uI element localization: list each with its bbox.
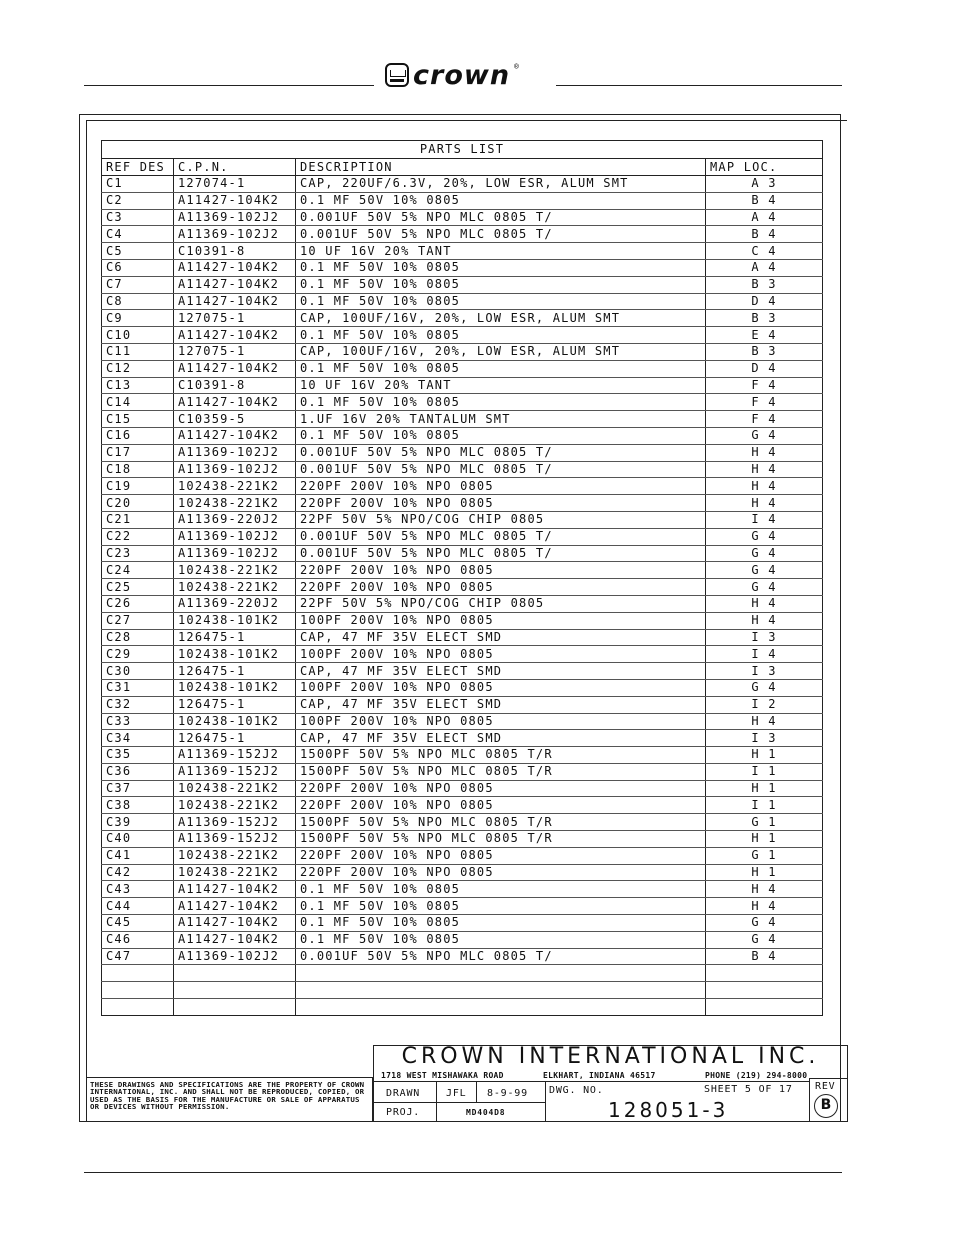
table-row <box>102 495 823 512</box>
header-cpn: C.P.N. <box>174 159 296 176</box>
map-loc-cell: G 4 <box>706 579 823 596</box>
cpn-cell: A11369-102J2 <box>174 444 296 461</box>
table-row <box>102 259 823 276</box>
map-loc-cell: H 1 <box>706 864 823 881</box>
ref-des-cell: C31 <box>102 679 174 696</box>
ref-des-cell: C36 <box>102 763 174 780</box>
drawing-number: 128051-3 <box>608 1098 729 1122</box>
cpn-cell: 127075-1 <box>174 310 296 327</box>
drawn-label: DRAWN <box>386 1088 421 1099</box>
ref-des-cell: C24 <box>102 562 174 579</box>
ref-des-cell: C18 <box>102 461 174 478</box>
map-loc-cell: I 4 <box>706 511 823 528</box>
description-cell: 100PF 200V 10% NPO 0805 <box>296 612 706 629</box>
cpn-cell: A11427-104K2 <box>174 881 296 898</box>
ref-des-cell: C40 <box>102 831 174 848</box>
ref-des-cell: C37 <box>102 780 174 797</box>
header-map-loc: MAP LOC. <box>706 159 823 176</box>
ref-des-cell: C38 <box>102 797 174 814</box>
description-cell: 0.1 MF 50V 10% 0805 <box>296 427 706 444</box>
description-cell: 220PF 200V 10% NPO 0805 <box>296 780 706 797</box>
blank-cell <box>174 965 296 982</box>
ref-des-cell: C12 <box>102 360 174 377</box>
blank-cell <box>706 982 823 999</box>
table-row <box>102 579 823 596</box>
ref-des-cell: C20 <box>102 495 174 512</box>
ref-des-cell: C34 <box>102 730 174 747</box>
ref-des-cell: C17 <box>102 444 174 461</box>
drawn-date: 8-9-99 <box>487 1088 528 1099</box>
ref-des-cell: C15 <box>102 411 174 428</box>
header-description: DESCRIPTION <box>296 159 706 176</box>
map-loc-cell: E 4 <box>706 327 823 344</box>
ref-des-cell: C26 <box>102 595 174 612</box>
map-loc-cell: A 4 <box>706 259 823 276</box>
header-rule-left <box>84 85 374 86</box>
ref-des-cell: C29 <box>102 646 174 663</box>
description-cell: 220PF 200V 10% NPO 0805 <box>296 495 706 512</box>
cpn-cell: A11427-104K2 <box>174 360 296 377</box>
blank-row <box>102 982 823 999</box>
description-cell: CAP, 100UF/16V, 20%, LOW ESR, ALUM SMT <box>296 343 706 360</box>
description-cell: 0.001UF 50V 5% NPO MLC 0805 T/ <box>296 444 706 461</box>
map-loc-cell: B 4 <box>706 192 823 209</box>
cpn-cell: C10359-5 <box>174 411 296 428</box>
table-row <box>102 595 823 612</box>
ref-des-cell: C28 <box>102 629 174 646</box>
company-phone: PHONE (219) 294-8000 <box>705 1071 808 1080</box>
table-row <box>102 243 823 260</box>
description-cell: 1500PF 50V 5% NPO MLC 0805 T/R <box>296 763 706 780</box>
map-loc-cell: G 4 <box>706 915 823 932</box>
cpn-cell: A11369-102J2 <box>174 209 296 226</box>
cpn-cell: A11427-104K2 <box>174 915 296 932</box>
table-row <box>102 528 823 545</box>
footer-rule <box>84 1172 842 1173</box>
map-loc-cell: I 3 <box>706 663 823 680</box>
ref-des-cell: C47 <box>102 948 174 965</box>
ref-des-cell: C10 <box>102 327 174 344</box>
cpn-cell: A11427-104K2 <box>174 276 296 293</box>
description-cell: 0.1 MF 50V 10% 0805 <box>296 915 706 932</box>
description-cell: CAP, 47 MF 35V ELECT SMD <box>296 730 706 747</box>
ref-des-cell: C45 <box>102 915 174 932</box>
table-row <box>102 377 823 394</box>
description-cell: 0.1 MF 50V 10% 0805 <box>296 360 706 377</box>
map-loc-cell: H 4 <box>706 461 823 478</box>
ref-des-cell: C14 <box>102 394 174 411</box>
cpn-cell: A11369-102J2 <box>174 948 296 965</box>
table-row <box>102 511 823 528</box>
table-row <box>102 915 823 932</box>
map-loc-cell: H 4 <box>706 881 823 898</box>
cpn-cell: 102438-221K2 <box>174 495 296 512</box>
ref-des-cell: C2 <box>102 192 174 209</box>
map-loc-cell: H 1 <box>706 780 823 797</box>
description-cell: 22PF 50V 5% NPO/COG CHIP 0805 <box>296 595 706 612</box>
description-cell: CAP, 100UF/16V, 20%, LOW ESR, ALUM SMT <box>296 310 706 327</box>
map-loc-cell: H 1 <box>706 831 823 848</box>
ref-des-cell: C7 <box>102 276 174 293</box>
description-cell: 1.UF 16V 20% TANTALUM SMT <box>296 411 706 428</box>
ref-des-cell: C35 <box>102 747 174 764</box>
map-loc-cell: A 3 <box>706 176 823 193</box>
map-loc-cell: H 4 <box>706 713 823 730</box>
description-cell: 0.1 MF 50V 10% 0805 <box>296 881 706 898</box>
cpn-cell: A11427-104K2 <box>174 394 296 411</box>
table-row <box>102 310 823 327</box>
blank-cell <box>174 982 296 999</box>
table-row <box>102 763 823 780</box>
cpn-cell: 102438-221K2 <box>174 847 296 864</box>
registered-mark: ® <box>514 61 519 71</box>
table-row <box>102 881 823 898</box>
blank-cell <box>296 999 706 1016</box>
ref-des-cell: C4 <box>102 226 174 243</box>
ref-des-cell: C32 <box>102 696 174 713</box>
blank-cell <box>706 965 823 982</box>
map-loc-cell: G 4 <box>706 545 823 562</box>
cpn-cell: A11369-152J2 <box>174 814 296 831</box>
cpn-cell: 102438-221K2 <box>174 562 296 579</box>
table-row <box>102 696 823 713</box>
table-row <box>102 646 823 663</box>
table-row <box>102 360 823 377</box>
cpn-cell: 126475-1 <box>174 730 296 747</box>
title-block-rule-3 <box>809 1078 848 1079</box>
table-row <box>102 276 823 293</box>
crown-logo <box>385 61 519 89</box>
cpn-cell: 102438-221K2 <box>174 797 296 814</box>
table-row <box>102 864 823 881</box>
rev-label: REV <box>815 1081 836 1092</box>
ref-des-cell: C9 <box>102 310 174 327</box>
cpn-cell: A11369-220J2 <box>174 511 296 528</box>
blank-cell <box>706 999 823 1016</box>
description-cell: 22PF 50V 5% NPO/COG CHIP 0805 <box>296 511 706 528</box>
description-cell: 1500PF 50V 5% NPO MLC 0805 T/R <box>296 747 706 764</box>
map-loc-cell: I 2 <box>706 696 823 713</box>
table-row <box>102 293 823 310</box>
description-cell: 1500PF 50V 5% NPO MLC 0805 T/R <box>296 831 706 848</box>
cpn-cell: 126475-1 <box>174 629 296 646</box>
map-loc-cell: B 4 <box>706 226 823 243</box>
parts-list-title-row <box>102 141 823 159</box>
cpn-cell: 102438-101K2 <box>174 679 296 696</box>
map-loc-cell: I 3 <box>706 730 823 747</box>
map-loc-cell: F 4 <box>706 394 823 411</box>
table-row <box>102 176 823 193</box>
table-row <box>102 192 823 209</box>
description-cell: 0.001UF 50V 5% NPO MLC 0805 T/ <box>296 209 706 226</box>
ref-des-cell: C25 <box>102 579 174 596</box>
disclaimer-text: THESE DRAWINGS AND SPECIFICATIONS ARE THE PROPERTY OF CROWN INTERNATIONAL, INC. AND SHALL NOT BE REPRODUCED, COPIED, OR USED AS THE BASIS FOR THE MANUFACTURE OR SALE OF APPARATUS OR DEVICES WITHOUT PERMISSION. <box>86 1077 373 1122</box>
cpn-cell: C10391-8 <box>174 377 296 394</box>
ref-des-cell: C21 <box>102 511 174 528</box>
cpn-cell: A11369-102J2 <box>174 461 296 478</box>
table-row <box>102 612 823 629</box>
revision-badge: B <box>814 1094 838 1118</box>
blank-cell <box>174 999 296 1016</box>
map-loc-cell: B 3 <box>706 310 823 327</box>
map-loc-cell: F 4 <box>706 377 823 394</box>
cpn-cell: 126475-1 <box>174 696 296 713</box>
description-cell: 220PF 200V 10% NPO 0805 <box>296 797 706 814</box>
table-row <box>102 562 823 579</box>
table-row <box>102 948 823 965</box>
ref-des-cell: C33 <box>102 713 174 730</box>
company-address: 1718 WEST MISHAWAKA ROAD <box>381 1071 504 1080</box>
description-cell: 0.001UF 50V 5% NPO MLC 0805 T/ <box>296 461 706 478</box>
ref-des-cell: C16 <box>102 427 174 444</box>
ref-des-cell: C43 <box>102 881 174 898</box>
table-row <box>102 831 823 848</box>
description-cell: CAP, 220UF/6.3V, 20%, LOW ESR, ALUM SMT <box>296 176 706 193</box>
parts-list-title: PARTS LIST <box>102 141 823 159</box>
map-loc-cell: G 1 <box>706 814 823 831</box>
description-cell: 0.001UF 50V 5% NPO MLC 0805 T/ <box>296 528 706 545</box>
cpn-cell: 102438-101K2 <box>174 713 296 730</box>
cpn-cell: A11427-104K2 <box>174 427 296 444</box>
ref-des-cell: C27 <box>102 612 174 629</box>
cpn-cell: A11369-102J2 <box>174 545 296 562</box>
company-name: CROWN INTERNATIONAL INC. <box>401 1044 820 1069</box>
cpn-cell: C10391-8 <box>174 243 296 260</box>
ref-des-cell: C23 <box>102 545 174 562</box>
cpn-cell: A11427-104K2 <box>174 931 296 948</box>
table-row <box>102 545 823 562</box>
ref-des-cell: C6 <box>102 259 174 276</box>
drawn-by: JFL <box>446 1088 467 1099</box>
description-cell: 220PF 200V 10% NPO 0805 <box>296 478 706 495</box>
map-loc-cell: I 3 <box>706 629 823 646</box>
cpn-cell: 102438-221K2 <box>174 478 296 495</box>
ref-des-cell: C39 <box>102 814 174 831</box>
cpn-cell: A11427-104K2 <box>174 898 296 915</box>
parts-list-header-row <box>102 159 823 176</box>
dwg-no-label: DWG. NO. <box>549 1085 604 1096</box>
map-loc-cell: H 4 <box>706 898 823 915</box>
table-row <box>102 780 823 797</box>
description-cell: 100PF 200V 10% NPO 0805 <box>296 713 706 730</box>
header-ref-des: REF DES <box>102 159 174 176</box>
ref-des-cell: C42 <box>102 864 174 881</box>
map-loc-cell: F 4 <box>706 411 823 428</box>
ref-des-cell: C30 <box>102 663 174 680</box>
description-cell: 100PF 200V 10% NPO 0805 <box>296 679 706 696</box>
table-row <box>102 898 823 915</box>
cpn-cell: A11427-104K2 <box>174 259 296 276</box>
sheet-number: SHEET 5 OF 17 <box>704 1084 793 1095</box>
map-loc-cell: H 1 <box>706 747 823 764</box>
ref-des-cell: C19 <box>102 478 174 495</box>
description-cell: CAP, 47 MF 35V ELECT SMD <box>296 663 706 680</box>
map-loc-cell: D 4 <box>706 293 823 310</box>
table-row <box>102 209 823 226</box>
description-cell: 0.1 MF 50V 10% 0805 <box>296 327 706 344</box>
map-loc-cell: H 4 <box>706 478 823 495</box>
logo-text: crown <box>413 59 511 91</box>
description-cell: 220PF 200V 10% NPO 0805 <box>296 579 706 596</box>
map-loc-cell: G 4 <box>706 528 823 545</box>
map-loc-cell: B 3 <box>706 276 823 293</box>
table-row <box>102 343 823 360</box>
description-cell: 0.1 MF 50V 10% 0805 <box>296 394 706 411</box>
table-row <box>102 411 823 428</box>
ref-des-cell: C5 <box>102 243 174 260</box>
table-row <box>102 444 823 461</box>
map-loc-cell: G 4 <box>706 427 823 444</box>
header-rule-right <box>556 85 842 86</box>
ref-des-cell: C41 <box>102 847 174 864</box>
description-cell: 0.001UF 50V 5% NPO MLC 0805 T/ <box>296 545 706 562</box>
cpn-cell: 102438-221K2 <box>174 864 296 881</box>
title-block-rule-1 <box>373 1081 809 1082</box>
title-block-divider-4 <box>809 1078 810 1122</box>
title-block-divider-2 <box>476 1081 477 1102</box>
blank-cell <box>296 982 706 999</box>
ref-des-cell: C11 <box>102 343 174 360</box>
cpn-cell: 102438-101K2 <box>174 612 296 629</box>
map-loc-cell: G 4 <box>706 679 823 696</box>
description-cell: 0.1 MF 50V 10% 0805 <box>296 259 706 276</box>
table-row <box>102 713 823 730</box>
map-loc-cell: H 4 <box>706 612 823 629</box>
blank-row <box>102 965 823 982</box>
map-loc-cell: G 4 <box>706 931 823 948</box>
description-cell: 0.1 MF 50V 10% 0805 <box>296 192 706 209</box>
blank-cell <box>102 965 174 982</box>
ref-des-cell: C13 <box>102 377 174 394</box>
crown-icon <box>385 63 409 87</box>
map-loc-cell: C 4 <box>706 243 823 260</box>
description-cell: CAP, 47 MF 35V ELECT SMD <box>296 629 706 646</box>
table-row <box>102 327 823 344</box>
map-loc-cell: H 4 <box>706 495 823 512</box>
table-row <box>102 814 823 831</box>
description-cell: 220PF 200V 10% NPO 0805 <box>296 847 706 864</box>
description-cell: 0.1 MF 50V 10% 0805 <box>296 931 706 948</box>
description-cell: 1500PF 50V 5% NPO MLC 0805 T/R <box>296 814 706 831</box>
map-loc-cell: H 4 <box>706 444 823 461</box>
table-row <box>102 797 823 814</box>
description-cell: 0.1 MF 50V 10% 0805 <box>296 898 706 915</box>
ref-des-cell: C44 <box>102 898 174 915</box>
description-cell: 0.001UF 50V 5% NPO MLC 0805 T/ <box>296 226 706 243</box>
table-row <box>102 679 823 696</box>
description-cell: 100PF 200V 10% NPO 0805 <box>296 646 706 663</box>
table-row <box>102 663 823 680</box>
table-row <box>102 629 823 646</box>
cpn-cell: 102438-221K2 <box>174 579 296 596</box>
proj-label: PROJ. <box>386 1107 421 1118</box>
table-row <box>102 847 823 864</box>
map-loc-cell: D 4 <box>706 360 823 377</box>
map-loc-cell: B 3 <box>706 343 823 360</box>
description-cell: CAP, 47 MF 35V ELECT SMD <box>296 696 706 713</box>
blank-row <box>102 999 823 1016</box>
cpn-cell: A11369-220J2 <box>174 595 296 612</box>
cpn-cell: A11369-102J2 <box>174 528 296 545</box>
cpn-cell: A11369-152J2 <box>174 747 296 764</box>
description-cell: 220PF 200V 10% NPO 0805 <box>296 562 706 579</box>
cpn-cell: 127075-1 <box>174 343 296 360</box>
ref-des-cell: C8 <box>102 293 174 310</box>
map-loc-cell: B 4 <box>706 948 823 965</box>
map-loc-cell: I 4 <box>706 646 823 663</box>
map-loc-cell: G 1 <box>706 847 823 864</box>
blank-cell <box>102 999 174 1016</box>
table-row <box>102 427 823 444</box>
map-loc-cell: G 4 <box>706 562 823 579</box>
table-row <box>102 461 823 478</box>
cpn-cell: A11369-152J2 <box>174 831 296 848</box>
description-cell: 10 UF 16V 20% TANT <box>296 243 706 260</box>
description-cell: 0.001UF 50V 5% NPO MLC 0805 T/ <box>296 948 706 965</box>
cpn-cell: 126475-1 <box>174 663 296 680</box>
cpn-cell: A11369-102J2 <box>174 226 296 243</box>
table-row <box>102 226 823 243</box>
description-cell: 0.1 MF 50V 10% 0805 <box>296 276 706 293</box>
cpn-cell: A11427-104K2 <box>174 293 296 310</box>
blank-cell <box>296 965 706 982</box>
ref-des-cell: C22 <box>102 528 174 545</box>
ref-des-cell: C1 <box>102 176 174 193</box>
title-block-divider-1 <box>436 1081 437 1122</box>
cpn-cell: 102438-101K2 <box>174 646 296 663</box>
map-loc-cell: I 1 <box>706 797 823 814</box>
ref-des-cell: C3 <box>102 209 174 226</box>
cpn-cell: A11427-104K2 <box>174 192 296 209</box>
table-row <box>102 730 823 747</box>
table-row <box>102 931 823 948</box>
proj-number: MD404D8 <box>466 1108 506 1117</box>
title-block-rule-2 <box>373 1102 545 1103</box>
description-cell: 0.1 MF 50V 10% 0805 <box>296 293 706 310</box>
company-city: ELKHART, INDIANA 46517 <box>543 1071 656 1080</box>
cpn-cell: A11369-152J2 <box>174 763 296 780</box>
description-cell: 220PF 200V 10% NPO 0805 <box>296 864 706 881</box>
table-row <box>102 747 823 764</box>
cpn-cell: 127074-1 <box>174 176 296 193</box>
map-loc-cell: A 4 <box>706 209 823 226</box>
map-loc-cell: I 1 <box>706 763 823 780</box>
cpn-cell: A11427-104K2 <box>174 327 296 344</box>
ref-des-cell: C46 <box>102 931 174 948</box>
title-block-divider-3 <box>545 1081 546 1122</box>
table-row <box>102 478 823 495</box>
parts-list-table <box>101 140 823 1016</box>
table-row <box>102 394 823 411</box>
description-cell: 10 UF 16V 20% TANT <box>296 377 706 394</box>
cpn-cell: 102438-221K2 <box>174 780 296 797</box>
map-loc-cell: H 4 <box>706 595 823 612</box>
blank-cell <box>102 982 174 999</box>
